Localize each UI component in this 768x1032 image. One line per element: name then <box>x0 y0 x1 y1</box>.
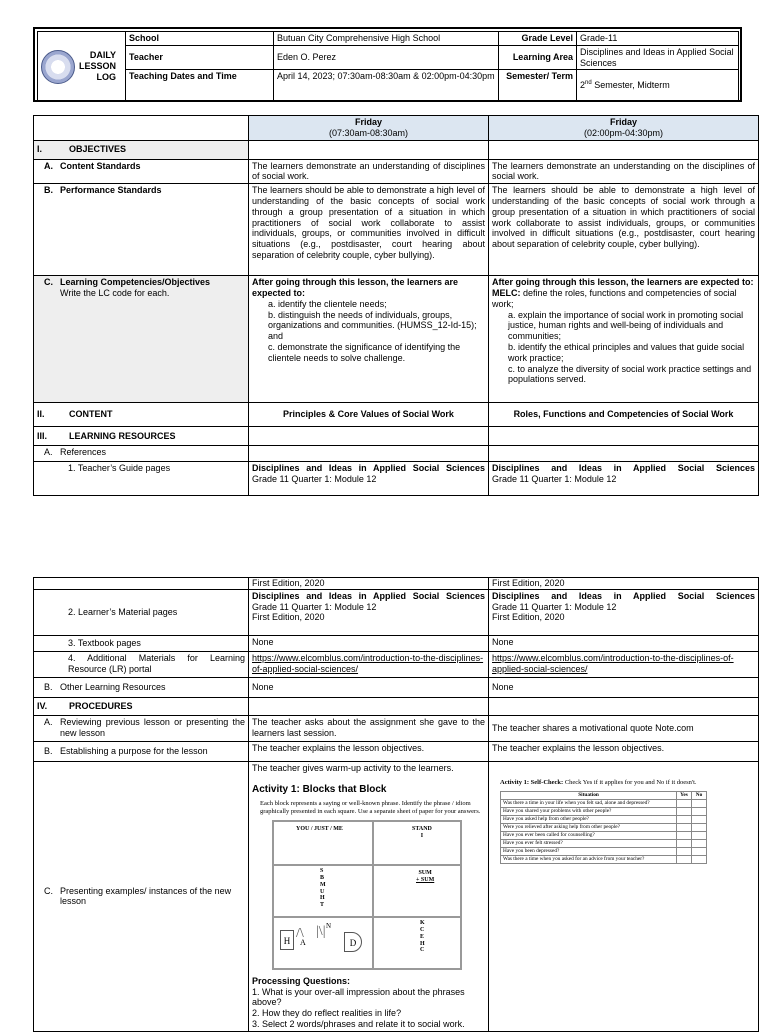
presenting-label: C. Presenting examples/ instances of the new lesson <box>34 761 249 1031</box>
learning-area-value: Disciplines and Ideas in Applied Social Sciences <box>577 45 739 70</box>
objectives-col2 <box>489 140 759 159</box>
presenting-col1: The teacher gives warm-up activity to the learners. Activity 1: Blocks that Block Each block represents a saying or well-known phrase. Identify the phrase / idiom graphically presented in each square. Use a separate sheet of paper for your answers. YOU / JUST / ME STAND I S B M U H T SUM + SUM H /\ A |\| N D K C E H C Processing Questions: 1. What is your over-all impression about the phrases above? 2. How they do reflect realities in life? 3. Select 2 words/phrases and relate it to social work. <box>249 761 489 1031</box>
self-check-row: Have you shared your problems with other people? <box>501 807 707 815</box>
presenting-row <box>34 761 759 1031</box>
processing-question: 2. How they do reflect realities in life? <box>252 1008 402 1019</box>
self-check-header-yes: Yes <box>677 791 692 799</box>
reviewing-col1: The teacher asks about the assignment she gave to the learners last session. <box>249 715 489 741</box>
procedures-col1 <box>249 697 489 715</box>
objectives-heading: I. OBJECTIVES <box>34 140 249 159</box>
performance-standards-col1: The learners should be able to demonstrate a high level of understanding of the basic concepts of social work through a group presentation of a situation in which practitioners of social work collaborate to assist individuals, groups, or communities involved in difficult situations (e.g., postdisaster, court hearing about separation of celebrity couple, cyber bullying). <box>249 184 489 276</box>
competencies-col2: After going through this lesson, the learners are expected to: MELC: define the roles, functions and competencies of social work; a. explain the importance of social work in promoting social justice, human rights and well-being of individuals and communities; b. identify the ethical principles and values that guide social work practice; c. to analyze the diversity of social work practice settings and populations served. <box>489 276 759 403</box>
additional-materials-col2 <box>489 651 759 677</box>
procedures-heading: IV. PROCEDURES <box>34 697 249 715</box>
additional-materials-label: 4. Additional Materials for Learning Resource (LR) portal <box>34 651 249 677</box>
puzzle-block-hand: H /\ A |\| N D <box>273 917 373 969</box>
activity-title: Activity 1: Blocks that Block <box>252 783 387 795</box>
puzzle-block-stand: STAND I <box>373 821 461 865</box>
no-checkbox[interactable] <box>692 855 707 863</box>
self-check-row: Was there a time when you asked for an advice from your teacher? <box>501 855 707 863</box>
teachers-guide-col1-edition: First Edition, 2020 <box>249 578 489 590</box>
puzzle-block-submit: S B M U H T <box>273 865 373 917</box>
self-check-row: Have you ever felt stressed? <box>501 839 707 847</box>
self-check-row: Have you ever been called for counselling? <box>501 831 707 839</box>
competencies-row <box>34 276 759 403</box>
deped-seal-icon <box>41 50 75 84</box>
references-label: A. References <box>34 446 249 462</box>
header-box <box>33 27 742 102</box>
content-col1: Principles & Core Values of Social Work <box>249 403 489 427</box>
content-standards-col1: The learners demonstrate an understanding of disciplines of social work. <box>249 159 489 184</box>
self-check-header-row <box>501 791 707 799</box>
additional-materials-col1 <box>249 651 489 677</box>
other-resources-row <box>34 677 759 697</box>
column-1-header: Friday (07:30am-08:30am) <box>249 116 489 141</box>
semester-value: 2nd Semester, Midterm <box>577 70 739 102</box>
learning-resources-row <box>34 427 759 446</box>
teaching-dates-value: April 14, 2023; 07:30am-08:30am & 02:00pm-04:30pm <box>274 70 499 102</box>
self-check-header-no: No <box>692 791 707 799</box>
content-col2: Roles, Functions and Competencies of Social Work <box>489 403 759 427</box>
other-resources-col1: None <box>249 677 489 697</box>
content-standards-row <box>34 159 759 184</box>
no-checkbox[interactable] <box>692 847 707 855</box>
learning-resources-heading: III. LEARNING RESOURCES <box>34 427 249 446</box>
purpose-label: B. Establishing a purpose for the lesson <box>34 741 249 761</box>
self-check-row: Were you relieved after asking help from other people? <box>501 823 707 831</box>
content-row <box>34 403 759 427</box>
yes-checkbox[interactable] <box>677 799 692 807</box>
references-col1 <box>249 446 489 462</box>
school-label: School <box>126 32 274 46</box>
puzzle-block-check: K C E H C <box>373 917 461 969</box>
day-header-row <box>34 116 759 141</box>
performance-standards-row <box>34 184 759 276</box>
semester-label: Semester/ Term <box>499 70 577 102</box>
lesson-plan-table <box>33 115 759 496</box>
yes-checkbox[interactable] <box>677 839 692 847</box>
no-checkbox[interactable] <box>692 839 707 847</box>
purpose-row <box>34 741 759 761</box>
procedures-row <box>34 697 759 715</box>
puzzle-block-you-just-me: YOU / JUST / ME <box>273 821 373 865</box>
processing-question: 1. What is your over-all impression about the phrases above? <box>252 986 465 1008</box>
processing-questions-title: Processing Questions: <box>252 975 351 986</box>
teachers-guide-row <box>34 462 759 496</box>
self-check-row: Have you been depressed? <box>501 847 707 855</box>
textbook-row <box>34 635 759 651</box>
procedures-col2 <box>489 697 759 715</box>
self-check-table <box>500 791 707 864</box>
reviewing-row <box>34 715 759 741</box>
teachers-guide-label: 1. Teacher’s Guide pages <box>34 462 249 496</box>
additional-materials-link-col1[interactable]: https://www.elcomblus.com/introduction-to-the-disciplines-of-applied-social-sciences/ <box>252 652 484 674</box>
textbook-col2: None <box>489 635 759 651</box>
yes-checkbox[interactable] <box>677 855 692 863</box>
yes-checkbox[interactable] <box>677 831 692 839</box>
self-check-row: Was there a time in your life when you felt sad, alone and depressed? <box>501 799 707 807</box>
no-checkbox[interactable] <box>692 815 707 823</box>
puzzle-block-sum: SUM + SUM <box>373 865 461 917</box>
learners-material-col1: Disciplines and Ideas in Applied Social Sciences Grade 11 Quarter 1: Module 12 First Edition, 2020 <box>249 589 489 635</box>
other-resources-col2: None <box>489 677 759 697</box>
daily-lesson-log-title: DAILY LESSON LOG <box>79 50 117 83</box>
self-check-row: Have you asked help from other people? <box>501 815 707 823</box>
teachers-guide-continued-label <box>34 578 249 590</box>
learners-material-row <box>34 589 759 635</box>
learning-resources-col1 <box>249 427 489 446</box>
references-row <box>34 446 759 462</box>
textbook-label: 3. Textbook pages <box>34 635 249 651</box>
logo-cell <box>38 32 126 102</box>
additional-materials-link-col2[interactable]: https://www.elcomblus.com/introduction-to-the-disciplines-of-applied-social-sciences/ <box>492 652 734 674</box>
column-2-header: Friday (02:00pm-04:30pm) <box>489 116 759 141</box>
reviewing-col2: The teacher shares a motivational quote Note.com <box>489 715 759 741</box>
learners-material-col2: Disciplines and Ideas in Applied Social Sciences Grade 11 Quarter 1: Module 12 First Edition, 2020 <box>489 589 759 635</box>
teachers-guide-continued-row <box>34 578 759 590</box>
lesson-plan-table-continued <box>33 577 759 1032</box>
purpose-col1: The teacher explains the lesson objectives. <box>249 741 489 761</box>
processing-question: 3. Select 2 words/phrases and relate it to social work. <box>252 1019 465 1030</box>
learners-material-label: 2. Learner’s Material pages <box>34 589 249 635</box>
teaching-dates-label: Teaching Dates and Time <box>126 70 274 102</box>
content-heading: II. CONTENT <box>34 403 249 427</box>
activity-description: Each block represents a saying or well-known phrase. Identify the phrase / idiom graphically presented in each square. Use a separate sheet of paper for your answers. <box>260 799 481 815</box>
content-standards-col2: The learners demonstrate an understanding on the disciplines of social work. <box>489 159 759 184</box>
grade-level-label: Grade Level <box>499 32 577 46</box>
teacher-label: Teacher <box>126 45 274 70</box>
self-check-header-situation: Situation <box>501 791 677 799</box>
self-check-title: Activity 1: Self-Check: Check Yes if it applies for you and No if it doesn't. <box>500 778 697 786</box>
header-table <box>37 31 739 102</box>
textbook-col1: None <box>249 635 489 651</box>
reviewing-label: A. Reviewing previous lesson or presenting the new lesson <box>34 715 249 741</box>
other-resources-label: B. Other Learning Resources <box>34 677 249 697</box>
content-standards-label: A. Content Standards <box>34 159 249 184</box>
competencies-label: C. Learning Competencies/Objectives Write the LC code for each. <box>34 276 249 403</box>
yes-checkbox[interactable] <box>677 815 692 823</box>
purpose-col2: The teacher explains the lesson objectives. <box>489 741 759 761</box>
no-checkbox[interactable] <box>692 799 707 807</box>
competencies-col1: After going through this lesson, the learners are expected to: a. identify the clientele needs; b. distinguish the needs of individuals, groups, organizations and communities. (HUMSS_12-Id-15); and c. demonstrate the significance of identifying the clientele needs to solve challenge. <box>249 276 489 403</box>
teacher-value: Eden O. Perez <box>274 45 499 70</box>
blank-header-cell <box>34 116 249 141</box>
presenting-col2 <box>489 761 759 1031</box>
objectives-row <box>34 140 759 159</box>
yes-checkbox[interactable] <box>677 847 692 855</box>
learning-area-label: Learning Area <box>499 45 577 70</box>
yes-checkbox[interactable] <box>677 823 692 831</box>
teachers-guide-col2-edition: First Edition, 2020 <box>489 578 759 590</box>
performance-standards-label: B. Performance Standards <box>34 184 249 276</box>
references-col2 <box>489 446 759 462</box>
blocks-puzzle-image <box>272 820 462 970</box>
school-value: Butuan City Comprehensive High School <box>274 32 499 46</box>
learning-resources-col2 <box>489 427 759 446</box>
performance-standards-col2: The learners should be able to demonstrate a high level of understanding of the basic concepts of social work through a group presentation of a situation in which practitioners of social work collaborate to assist individuals, groups, or communities involved in difficult situations (e.g., postdisaster, court hearing about separation of celebrity couple, cyber bullying). <box>489 184 759 276</box>
no-checkbox[interactable] <box>692 823 707 831</box>
objectives-col1 <box>249 140 489 159</box>
yes-checkbox[interactable] <box>677 807 692 815</box>
teachers-guide-col2: Disciplines and Ideas in Applied Social Sciences Grade 11 Quarter 1: Module 12 <box>489 462 759 496</box>
no-checkbox[interactable] <box>692 807 707 815</box>
additional-materials-row <box>34 651 759 677</box>
teachers-guide-col1: Disciplines and Ideas in Applied Social Sciences Grade 11 Quarter 1: Module 12 <box>249 462 489 496</box>
no-checkbox[interactable] <box>692 831 707 839</box>
grade-level-value: Grade-11 <box>577 32 739 46</box>
